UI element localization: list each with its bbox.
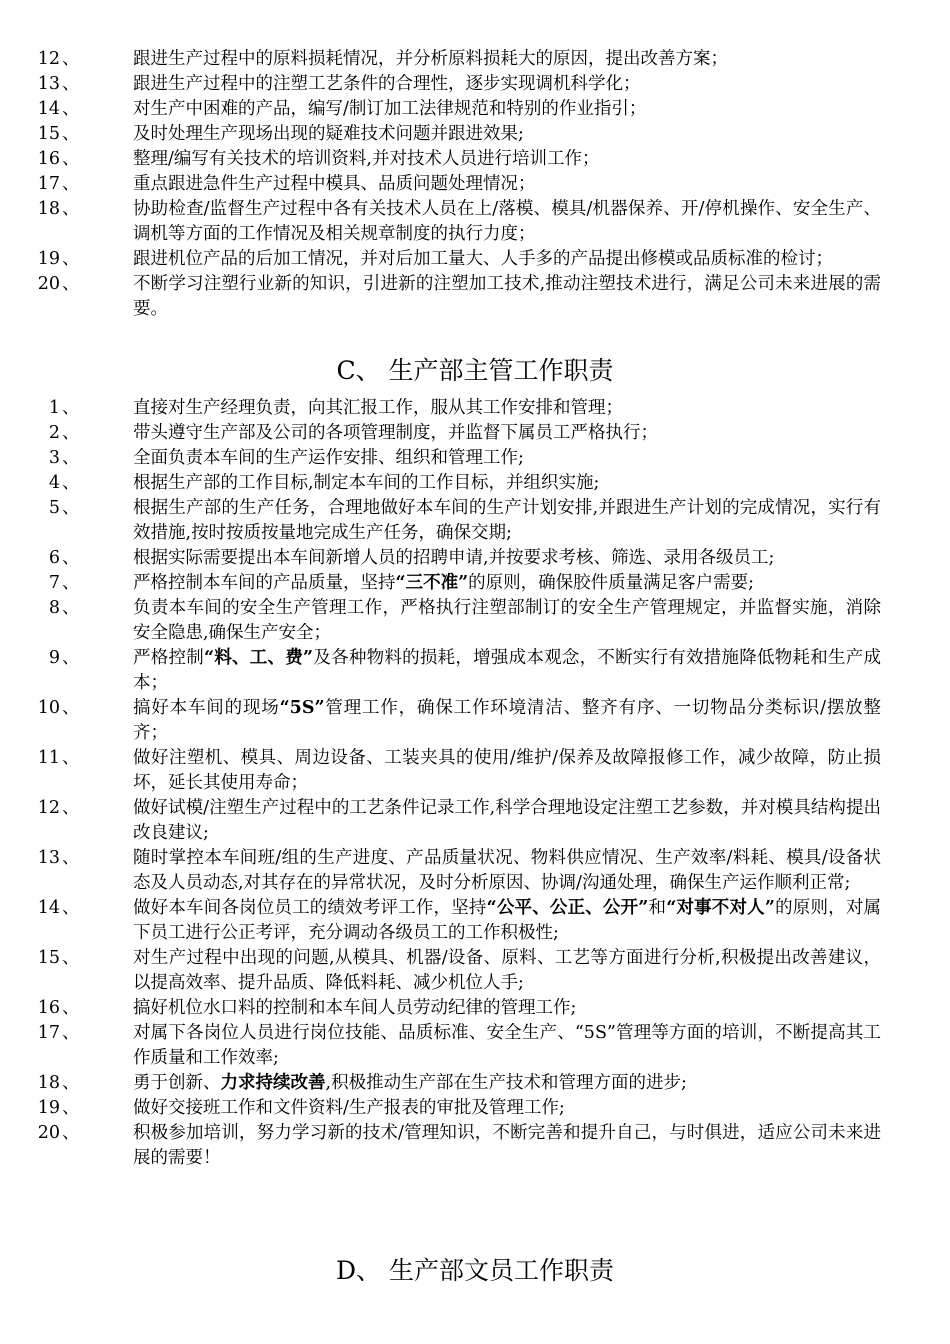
section-c-list [0, 396, 950, 1171]
item-separator: 、 [62, 1023, 80, 1043]
item-number: 3 [48, 448, 60, 468]
item-separator: 、 [62, 49, 80, 69]
item-text: 搞好机位水口料的控制和本车间人员劳动纪律的管理工作; [133, 998, 577, 1018]
list-item [0, 571, 950, 596]
item-separator: 、 [62, 74, 80, 94]
item-number: 15 [37, 124, 60, 144]
list-item [0, 846, 950, 896]
item-text: 及时处理生产现场出现的疑难技术问题并跟进效果; [133, 124, 524, 144]
list-item [0, 97, 950, 122]
item-separator: 、 [62, 548, 80, 568]
emphasis-text: “公平、公正、公开” [486, 898, 649, 918]
emphasis-text: “料、工、费” [204, 648, 314, 668]
item-separator: 、 [62, 249, 80, 269]
item-text: 根据生产部的工作目标,制定本车间的工作目标，并组织实施; [133, 473, 600, 493]
item-separator: 、 [62, 573, 80, 593]
item-separator: 、 [62, 598, 80, 618]
item-text: 对属下各岗位人员进行岗位技能、品质标准、安全生产、“5S”管理等方面的培训，不断提高其工作质量和工作效率; [133, 1023, 881, 1068]
item-separator: 、 [62, 948, 80, 968]
item-text-segment: 做好本车间各岗位员工的绩效考评工作，坚持 [133, 898, 487, 918]
item-separator: 、 [62, 698, 80, 718]
item-number: 17 [37, 174, 60, 194]
list-item [0, 546, 950, 571]
list-item [0, 72, 950, 97]
list-item [0, 147, 950, 172]
item-text-segment: 严格控制本车间的产品质量，坚持 [133, 573, 396, 593]
item-text: 随时掌控本车间班/组的生产进度、产品质量状况、物料供应情况、生产效率/料耗、模具/设备状态及人员动态,对其存在的异常状况，及时分析原因、协调/沟通处理，确保生产运作顺利正常; [133, 848, 881, 893]
section-d-title: D、 生产部文员工作职责 [336, 1256, 614, 1285]
item-number: 1 [48, 398, 60, 418]
section-c-title: C、 生产部主管工作职责 [336, 356, 614, 385]
item-separator: 、 [62, 423, 80, 443]
item-text: 做好交接班工作和文件资料/生产报表的审批及管理工作; [133, 1098, 565, 1118]
item-text: 积极参加培训，努力学习新的技术/管理知识，不断完善和提升自己，与时俱进，适应公司未来进展的需要！ [133, 1123, 881, 1168]
list-item [0, 1121, 950, 1171]
item-text-segment: 的原则，确保胶件质量满足客户需要; [468, 573, 755, 593]
list-item [0, 396, 950, 421]
item-text-segment: 的原则，对属下员工进行公正考评，充分调动各级员工的工作积极性; [133, 898, 881, 943]
item-text: 全面负责本车间的生产运作安排、组织和管理工作; [133, 448, 524, 468]
item-text: 对生产中困难的产品，编写/制订加工法律规范和特别的作业指引； [133, 99, 647, 119]
item-number: 17 [37, 1023, 60, 1043]
item-number: 4 [48, 473, 60, 493]
item-text: 直接对生产经理负责，向其汇报工作，服从其工作安排和管理； [133, 398, 623, 418]
item-text: 做好试模/注塑生产过程中的工艺条件记录工作,科学合理地设定注塑工艺参数，并对模具结构提出改良建议; [133, 798, 881, 843]
item-number: 5 [48, 498, 60, 518]
item-text: 带头遵守生产部及公司的各项管理制度，并监督下属员工严格执行； [133, 423, 658, 443]
item-text-segment: 搞好本车间的现场 [133, 698, 280, 718]
emphasis-text: “三不准” [395, 573, 469, 593]
item-separator: 、 [62, 99, 80, 119]
item-number: 19 [37, 1098, 60, 1118]
section-b-tail-list [0, 47, 950, 322]
list-item [0, 646, 950, 696]
item-separator: 、 [62, 798, 80, 818]
item-separator: 、 [62, 748, 80, 768]
item-separator: 、 [62, 998, 80, 1018]
item-text-segment: ,积极推动生产部在生产技术和管理方面的进步; [325, 1073, 687, 1093]
list-item [0, 47, 950, 72]
item-number: 14 [37, 898, 60, 918]
item-separator: 、 [62, 1123, 80, 1143]
item-text-segment: 勇于创新、 [133, 1073, 221, 1093]
item-number: 19 [37, 249, 60, 269]
item-number: 13 [37, 74, 60, 94]
item-number: 18 [37, 199, 60, 219]
item-number: 18 [37, 1073, 60, 1093]
item-text: 根据实际需要提出本车间新增人员的招聘申请,并按要求考核、筛选、录用各级员工; [133, 548, 775, 568]
item-text: 协助检查/监督生产过程中各有关技术人员在上/落模、模具/机器保养、开/停机操作、安全生产、调机等方面的工作情况及相关规章制度的执行力度； [133, 199, 881, 244]
emphasis-text: 力求持续改善 [220, 1073, 326, 1093]
item-text: 整理/编写有关技术的培训资料,并对技术人员进行培训工作； [133, 149, 600, 169]
item-text-segment: 及各种物料的损耗，增强成本观念，不断实行有效措施降低物耗和生产成本； [133, 648, 882, 693]
item-number: 13 [37, 848, 60, 868]
item-number: 6 [48, 548, 60, 568]
emphasis-text: “5S” [279, 698, 325, 718]
item-number: 20 [37, 1123, 60, 1143]
item-separator: 、 [62, 1073, 80, 1093]
item-number: 20 [37, 274, 60, 294]
list-item [0, 746, 950, 796]
list-item [0, 247, 950, 272]
list-item [0, 421, 950, 446]
item-separator: 、 [62, 498, 80, 518]
item-number: 7 [48, 573, 60, 593]
item-separator: 、 [62, 274, 80, 294]
item-number: 14 [37, 99, 60, 119]
item-text: 做好注塑机、模具、周边设备、工装夹具的使用/维护/保养及故障报修工作，减少故障，防止损坏，延长其使用寿命； [133, 748, 881, 793]
list-item [0, 172, 950, 197]
item-text: 负责本车间的安全生产管理工作，严格执行注塑部制订的安全生产管理规定，并监督实施，消除安全隐患,确保生产安全； [133, 598, 881, 643]
item-text: 跟进生产过程中的原料损耗情况，并分析原料损耗大的原因，提出改善方案； [133, 49, 728, 69]
item-number: 12 [37, 49, 60, 69]
item-separator: 、 [62, 199, 80, 219]
list-item [0, 796, 950, 846]
item-text: 跟进生产过程中的注塑工艺条件的合理性，逐步实现调机科学化； [133, 74, 641, 94]
item-separator: 、 [62, 398, 80, 418]
item-separator: 、 [62, 898, 80, 918]
item-separator: 、 [62, 124, 80, 144]
item-text: 对生产过程中出现的问题,从模具、机器/设备、原料、工艺等方面进行分析,积极提出改善建议，以提高效率、提升品质、降低料耗、减少机位人手; [133, 948, 881, 993]
item-text [133, 646, 881, 696]
item-text [133, 571, 881, 596]
list-item [0, 696, 950, 746]
item-text-segment: 管理工作，确保工作环境清洁、整齐有序、一切物品分类标识/摆放整齐； [133, 698, 881, 743]
item-separator: 、 [62, 473, 80, 493]
item-text: 重点跟进急件生产过程中模具、品质问题处理情况； [133, 174, 536, 194]
item-separator: 、 [62, 174, 80, 194]
list-item [0, 596, 950, 646]
item-text [133, 896, 881, 946]
item-text-segment: 和 [648, 898, 667, 918]
emphasis-text: “对事不对人” [666, 898, 775, 918]
item-number: 8 [48, 598, 60, 618]
item-separator: 、 [62, 848, 80, 868]
list-item [0, 1021, 950, 1071]
item-number: 12 [37, 798, 60, 818]
item-number: 16 [37, 998, 60, 1018]
item-number: 9 [48, 648, 60, 668]
list-item [0, 1071, 950, 1096]
item-separator: 、 [62, 149, 80, 169]
list-item [0, 1096, 950, 1121]
list-item [0, 122, 950, 147]
item-text: 根据生产部的生产任务，合理地做好本车间的生产计划安排,并跟进生产计划的完成情况，实行有效措施,按时按质按量地完成生产任务，确保交期; [133, 498, 881, 543]
item-number: 11 [37, 748, 60, 768]
item-text [133, 696, 881, 746]
item-text [133, 1071, 881, 1096]
item-separator: 、 [62, 448, 80, 468]
item-separator: 、 [62, 648, 80, 668]
list-item [0, 446, 950, 471]
list-item [0, 272, 950, 322]
list-item [0, 996, 950, 1021]
item-text: 不断学习注塑行业新的知识，引进新的注塑加工技术,推动注塑技术进行，满足公司未来进展的需要。 [133, 274, 881, 319]
item-number: 10 [37, 698, 60, 718]
item-number: 2 [48, 423, 60, 443]
list-item [0, 496, 950, 546]
list-item [0, 946, 950, 996]
item-separator: 、 [62, 1098, 80, 1118]
item-text: 跟进机位产品的后加工情况，并对后加工量大、人手多的产品提出修模或品质标准的检讨； [133, 249, 833, 269]
item-number: 16 [37, 149, 60, 169]
list-item [0, 896, 950, 946]
item-text-segment: 严格控制 [133, 648, 204, 668]
list-item [0, 471, 950, 496]
item-number: 15 [37, 948, 60, 968]
list-item [0, 197, 950, 247]
